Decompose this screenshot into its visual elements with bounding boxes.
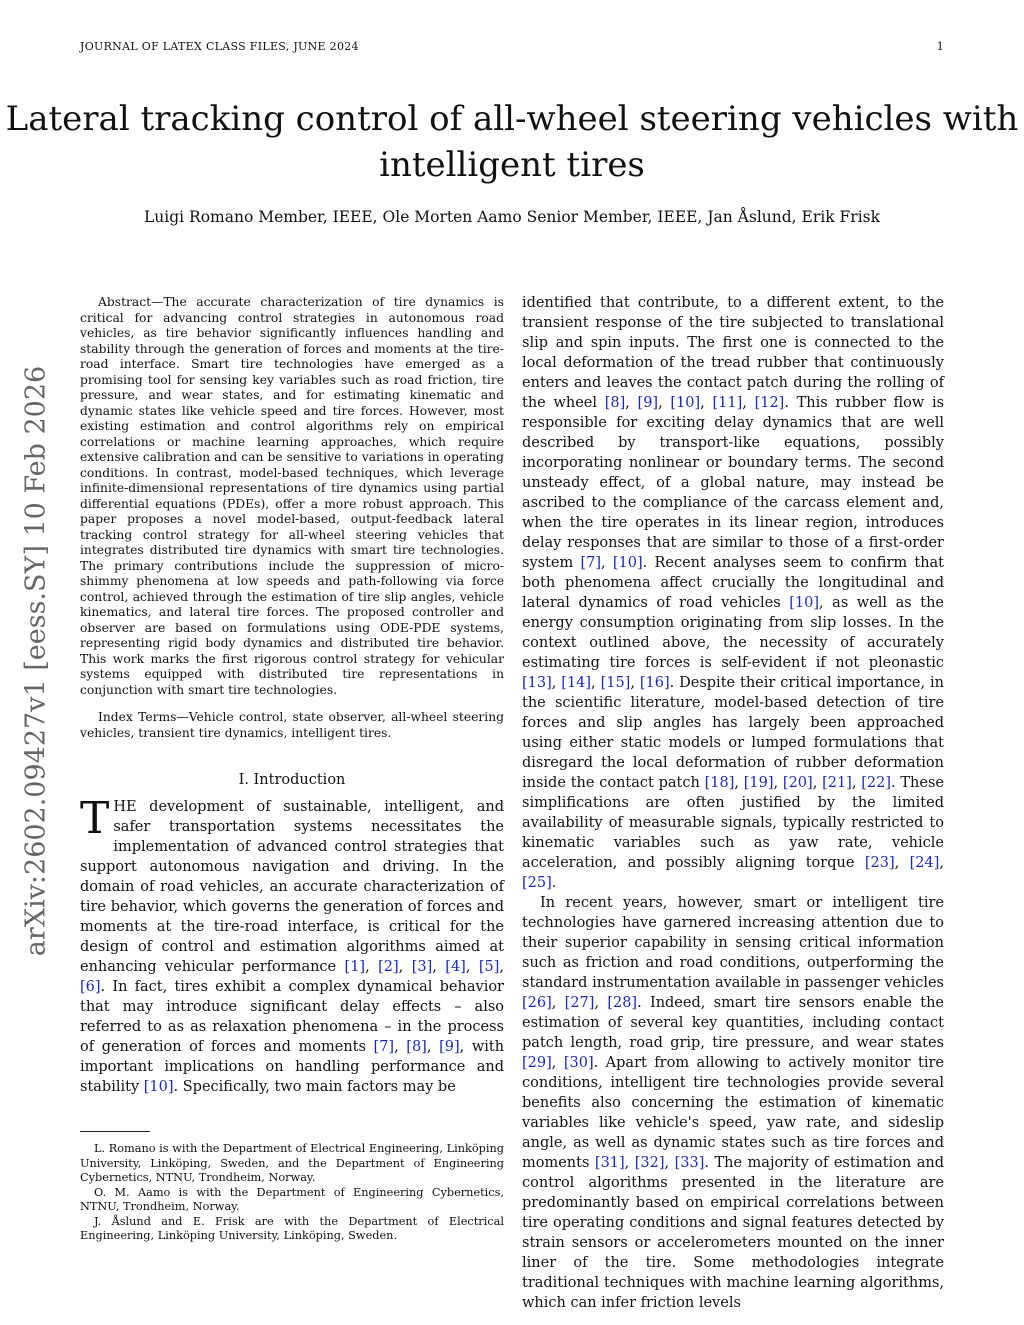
citation-link[interactable]: [9] (439, 1039, 460, 1055)
intro-text: HE development of sustainable, intelligent, and safer transportation systems necessitates the implementation of advanced control strategies that support autonomous navigation and driving. In the domain of road vehicles, an accurate characterization of tire behavior, which governs the generation of forces and moments at the tire-road interface, is critical for the design of control and estimation algorithms aimed at enhancing vehicular performance (80, 799, 504, 975)
citation-link[interactable]: [12] (754, 395, 785, 411)
right-column (522, 293, 944, 1313)
footnote: O. M. Aamo is with the Department of Engineering Cybernetics, NTNU, Trondheim, Norway. (80, 1185, 504, 1213)
citation-link[interactable]: [7] (373, 1039, 395, 1055)
body-text: identified that contribute, to a different extent, to the transient response of the tire subjected to translational slip and spin inputs. The first one is connected to the local deformation of the tread rubber that continuously enters and leaves the contact patch during the rolling of the wheel (522, 295, 944, 411)
body-text: . Recent analyses seem to confirm that both phenomena affect crucially the longitudinal and lateral dynamics of road vehicles (522, 555, 945, 611)
intro-text: . Specifically, two main factors may be (173, 1079, 456, 1095)
citation-link[interactable]: [26] (522, 995, 552, 1011)
intro-paragraph: THE development of sustainable, intelligent, and safer transportation systems necessitates the implementation of advanced control strategies that support autonomous navigation and driving. In the domain of road vehicles, an accurate characterization of tire behavior, which governs the generation of forces and moments at the tire-road interface, is critical for the design of control and estimation algorithms aimed at enhancing vehicular performance [1], [2], [3], [4], [5], [6]. In fact, tires exhibit a complex dynamical behavior that may introduce significant delay effects – also referred to as as relaxation phenomena – in the process of generation of forces and moments [7], [8], [9], with important implications on handling performance and stability [10]. Specifically, two main factors may be (80, 793, 505, 1095)
citation-link[interactable]: [18] (704, 775, 735, 791)
citation-link[interactable]: [31] (594, 1155, 625, 1171)
index-terms: Index Terms—Vehicle control, state observer, all-wheel steering vehicles, transient tire dynamics, intelligent tires. (80, 710, 504, 740)
citation-link[interactable]: [16] (639, 675, 670, 691)
body-paragraph: In recent years, however, smart or intelligent tire technologies have garnered increasing attention due to their superior capability in sensing critical information such as friction and road conditions, outperforming the standard instrumentation available in passenger vehicles [26], [27], [28]. Indeed, smart tire sensors enable the estimation of several key quantities, including contact patch length, road grip, tire pressure, and wear states [29], [30]. Apart from allowing to actively monitor tire conditions, intelligent tire technologies provide several benefits also concerning the estimation of kinematic variables like vehicle's speed, yaw rate, and sideslip angle, as well as dynamic states such as tire forces and moments [31], [32], [33]. The majority of estimation and control algorithms presented in the literature are predominantly based on empirical correlations between tire operating conditions and signal features detected by strain sensors or accelerometers mounted on the inner liner of the tire. Some methodologies integrate traditional techniques with machine learning algorithms, which can infer friction levels (522, 895, 945, 1311)
citation-link[interactable]: [10] (612, 555, 643, 571)
body-text: . Indeed, smart tire sensors enable the estimation of several key quantities, including contact patch length, road grip, tire pressure, and wear states (522, 995, 945, 1051)
section-heading: I. Introduction (238, 772, 346, 788)
body-text: . The majority of estimation and control algorithms presented in the literature are predominantly based on empirical correlations between tire operating conditions and signal features detected by strain sensors or accelerometers mounted on the inner liner of the tire. Some methodologies integrate traditional techniques with machine learning algorithms, which can infer friction levels (522, 1155, 944, 1311)
arxiv-id: arXiv:2602.09427v1 [eess.SY] 10 Feb 2026 (20, 365, 52, 957)
citation-link[interactable]: [33] (674, 1155, 705, 1171)
citation-link[interactable]: [2] (378, 959, 399, 975)
citation-link[interactable]: [25] (522, 875, 552, 891)
author-list: Luigi Romano Member, IEEE, Ole Morten Aamo Senior Member, IEEE, Jan Åslund, Erik Frisk (143, 208, 880, 226)
body-text: . This rubber flow is responsible for exciting delay dynamics that are well described by transport-like equations, possibly incorporating nonlinear or boundary terms. The second unsteady effect, of a global nature, may instead be ascribed to the compliance of the carcass element and, when the tire operates in its linear region, introduces delay responses that are similar to those of a first-order system (522, 395, 945, 571)
citation-link[interactable]: [29] (522, 1055, 552, 1071)
body-text: , as well as the energy consumption originating from slip losses. In the context outlined above, the necessity of accurately estimating tire forces is self-evident if not pleonastic (522, 595, 944, 671)
body-text: . These simplifications are often justified by the limited availability of measurable signals, typically restricted to kinematic variables such as yaw rate, vehicle acceleration, and possibly aligning torque (522, 775, 944, 871)
arxiv-stamp (6, 346, 66, 976)
citation-link[interactable]: [19] (743, 775, 774, 791)
citation-link[interactable]: [24] (909, 855, 940, 871)
citation-link[interactable]: [1] (344, 959, 366, 975)
running-header: JOURNAL OF LATEX CLASS FILES, JUNE 2024 (80, 40, 359, 53)
body-paragraph: identified that contribute, to a different extent, to the transient response of the tire subjected to translational slip and spin inputs. The first one is connected to the local deformation of the tread rubber that continuously enters and leaves the contact patch during the rolling of the wheel [8], [9], [10], [11], [12]. This rubber flow is responsible for exciting delay dynamics that are well described by transport-like equations, possibly incorporating nonlinear or boundary terms. The second unsteady effect, of a global nature, may instead be ascribed to the compliance of the carcass element and, when the tire operates in its linear region, introduces delay responses that are similar to those of a first-order system [7], [10]. Recent analyses seem to confirm that both phenomena affect crucially the longitudinal and lateral dynamics of road vehicles [10], as well as the energy consumption originating from slip losses. In the context outlined above, the necessity of accurately estimating tire forces is self-evident if not pleonastic [13], [14], [15], [16]. Despite their critical importance, in the scientific literature, model-based detection of tire forces and slip angles has largely been approached using either static models or lumped formulations that disregard the local deformation of rubber deformation inside the contact patch [18], [19], [20], [21], [22]. These simplifications are often justified by the limited availability of measurable signals, typically restricted to kinematic variables such as yaw rate, vehicle acceleration, and possibly aligning torque [23], [24], [25]. (522, 295, 945, 891)
citation-link[interactable]: [13] (522, 675, 552, 691)
citation-link[interactable]: [23] (864, 855, 895, 871)
footnote: L. Romano is with the Department of Electrical Engineering, Linköping University, Linköping, Sweden, and the Department of Engineering Cybernetics, NTNU, Trondheim, Norway. (80, 1142, 504, 1184)
left-column (80, 295, 504, 1097)
citation-link[interactable]: [14] (561, 675, 592, 691)
citation-link[interactable]: [28] (607, 995, 638, 1011)
citation-link[interactable]: [22] (861, 775, 891, 791)
drop-cap: T (80, 793, 110, 844)
citation-link[interactable]: [21] (822, 775, 852, 791)
footnote: J. Åslund and E. Frisk are with the Department of Electrical Engineering, Linköping University, Linköping, Sweden. (80, 1214, 504, 1242)
citation-link[interactable]: [30] (563, 1055, 594, 1071)
footnote-rule (80, 1131, 150, 1132)
citation-link[interactable]: [32] (634, 1155, 665, 1171)
citation-link[interactable]: [8] (406, 1039, 427, 1055)
intro-text: , with important implications on handling performance and stability (80, 1039, 505, 1095)
intro-text: . In fact, tires exhibit a complex dynamical behavior that may introduce significant delay effects – also referred to as as relaxation phenomena – in the process of generation of forces and moments (80, 979, 504, 1055)
citation-link[interactable]: [3] (411, 959, 433, 975)
footnotes (80, 1142, 504, 1244)
citation-link[interactable]: [10] (789, 595, 820, 611)
citation-link[interactable]: [10] (670, 395, 701, 411)
citation-link[interactable]: [8] (604, 395, 626, 411)
citation-link[interactable]: [11] (712, 395, 743, 411)
paper-title: Lateral tracking control of all-wheel steering vehicles with intelligent tires (5, 99, 1019, 185)
citation-link[interactable]: [7] (580, 555, 602, 571)
citation-link[interactable]: [5] (478, 959, 500, 975)
citation-link[interactable]: [15] (600, 675, 631, 691)
page-number: 1 (936, 40, 944, 53)
body-text: . (551, 875, 557, 891)
citation-link[interactable]: [6] (80, 979, 101, 995)
citation-link[interactable]: [27] (564, 995, 595, 1011)
citation-link[interactable]: [9] (637, 395, 659, 411)
citation-link[interactable]: [4] (445, 959, 466, 975)
body-text: In recent years, however, smart or intelligent tire technologies have garnered increasing attention due to their superior capability in sensing critical information such as friction and road conditions, outperforming the standard instrumentation available in passenger vehicles (522, 895, 944, 991)
body-text: . Despite their critical importance, in the scientific literature, model-based detection of tire forces and slip angles has largely been approached using either static models or lumped formulations that disregard the local deformation of rubber deformation inside the contact patch (522, 675, 945, 791)
citation-link[interactable]: [20] (782, 775, 813, 791)
abstract: Abstract—The accurate characterization of tire dynamics is critical for advancing control strategies in autonomous road vehicles, as tire behavior significantly influences handling and stability through the generation of forces and moments at the tire-road interface. Smart tire technologies have emerged as a promising tool for sensing key variables such as road friction, tire pressure, and wear states, and for estimating kinematic and dynamic states like vehicle speed and tire forces. However, most existing estimation and control algorithms rely on empirical correlations or machine learning approaches, which require extensive calibration and can be sensitive to variations in operating conditions. In contrast, model-based techniques, which leverage infinite-dimensional representations of tire dynamics using partial differential equations (PDEs), offer a more robust approach. This paper proposes a novel model-based, output-feedback lateral tracking control strategy for all-wheel steering vehicles that integrates distributed tire dynamics with smart tire technologies. The primary contributions include the suppression of micro-shimmy phenomena at low speeds and path-following via force control, achieved through the estimation of tire slip angles, vehicle kinematics, and lateral tire forces. The proposed controller and observer are based on formulations using ODE-PDE systems, representing rigid body dynamics and distributed tire behavior. This work marks the first rigorous control strategy for vehicular systems equipped with distributed tire representations in conjunction with smart tire technologies. (80, 295, 504, 697)
body-text: . Apart from allowing to actively monitor tire conditions, intelligent tire technologies provide several benefits also concerning the estimation of kinematic variables like vehicle's speed, yaw rate, and sideslip angle, as well as dynamic states such as tire forces and moments (522, 1055, 945, 1171)
citation-link[interactable]: [10] (143, 1079, 174, 1095)
